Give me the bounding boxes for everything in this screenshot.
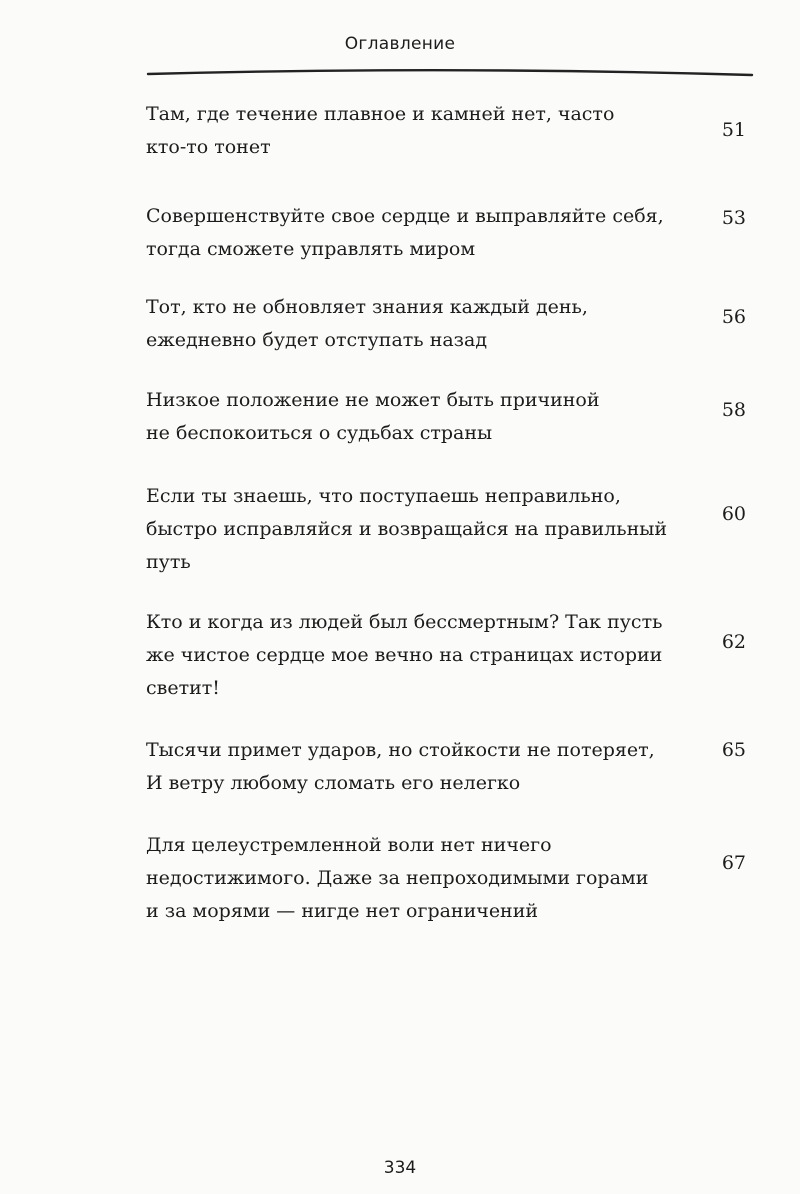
header-rule bbox=[140, 62, 760, 86]
toc-entry-page: 51 bbox=[721, 119, 746, 141]
toc-entry-title bbox=[146, 200, 666, 266]
toc-entry-title-line: и за морями — нигде нет ограничений bbox=[146, 900, 539, 922]
toc-entry-title-line: Тот, кто не обновляет знания каждый день, bbox=[146, 296, 588, 318]
toc-entry-title-line: ежедневно будет отступать назад bbox=[146, 329, 488, 351]
toc-entry-title-line: Совершенствуйте свое сердце и выправляйте себя, bbox=[146, 205, 664, 227]
toc-entry-title bbox=[146, 829, 666, 928]
toc-entry-title bbox=[146, 98, 666, 164]
toc-entry-title-line: кто-то тонет bbox=[146, 136, 271, 158]
toc-entry[interactable] bbox=[146, 829, 746, 928]
toc-entry-title bbox=[146, 291, 666, 357]
toc-entry-title-line: Кто и когда из людей был бессмертным? Так пусть bbox=[146, 611, 663, 633]
toc-entry-page: 67 bbox=[721, 852, 746, 874]
toc-entry-title-line: быстро исправляйся и возвращайся на правильный bbox=[146, 518, 668, 540]
toc-entry[interactable] bbox=[146, 480, 746, 579]
toc-entry-title bbox=[146, 734, 666, 800]
toc-entry[interactable] bbox=[146, 98, 746, 164]
toc-entry-title-line: Тысячи примет ударов, но стойкости не потеряет, bbox=[146, 739, 655, 761]
toc-entry-title bbox=[146, 384, 666, 450]
toc-entry-page: 56 bbox=[721, 306, 746, 328]
toc-entry-title-line: не беспокоиться о судьбах страны bbox=[146, 422, 493, 444]
toc-entry-title bbox=[146, 606, 666, 705]
toc-entry-page: 65 bbox=[721, 739, 746, 761]
toc-entry-title-line: светит! bbox=[146, 677, 220, 699]
toc-entry[interactable] bbox=[146, 200, 746, 266]
toc-entry-title-line: Для целеустремленной воли нет ничего bbox=[146, 834, 552, 856]
running-head: Оглавление bbox=[344, 34, 456, 54]
toc-entry-page: 62 bbox=[721, 631, 746, 653]
toc-entry[interactable] bbox=[146, 384, 746, 450]
toc-entry-title-line: Низкое положение не может быть причиной bbox=[146, 389, 600, 411]
toc-entry-title-line: Если ты знаешь, что поступаешь неправильно, bbox=[146, 485, 621, 507]
toc-entry-title-line: путь bbox=[146, 551, 191, 573]
page-number: 334 bbox=[383, 1158, 417, 1178]
toc-entry[interactable] bbox=[146, 606, 746, 705]
toc-entry-title-line: И ветру любому сломать его нелегко bbox=[146, 772, 521, 794]
toc-entry-title-line: тогда сможете управлять миром bbox=[146, 238, 476, 260]
toc-entry-title-line: недостижимого. Даже за непроходимыми горами bbox=[146, 867, 649, 889]
toc-entry-page: 53 bbox=[721, 207, 746, 229]
toc-entry-page: 58 bbox=[721, 399, 746, 421]
toc-entry[interactable] bbox=[146, 734, 746, 800]
toc-entry-title bbox=[146, 480, 666, 579]
toc-entry-page: 60 bbox=[721, 503, 746, 525]
toc-entry[interactable] bbox=[146, 291, 746, 357]
toc-entry-title-line: Там, где течение плавное и камней нет, часто bbox=[146, 103, 615, 125]
toc-entry-title-line: же чистое сердце мое вечно на страницах истории bbox=[146, 644, 663, 666]
